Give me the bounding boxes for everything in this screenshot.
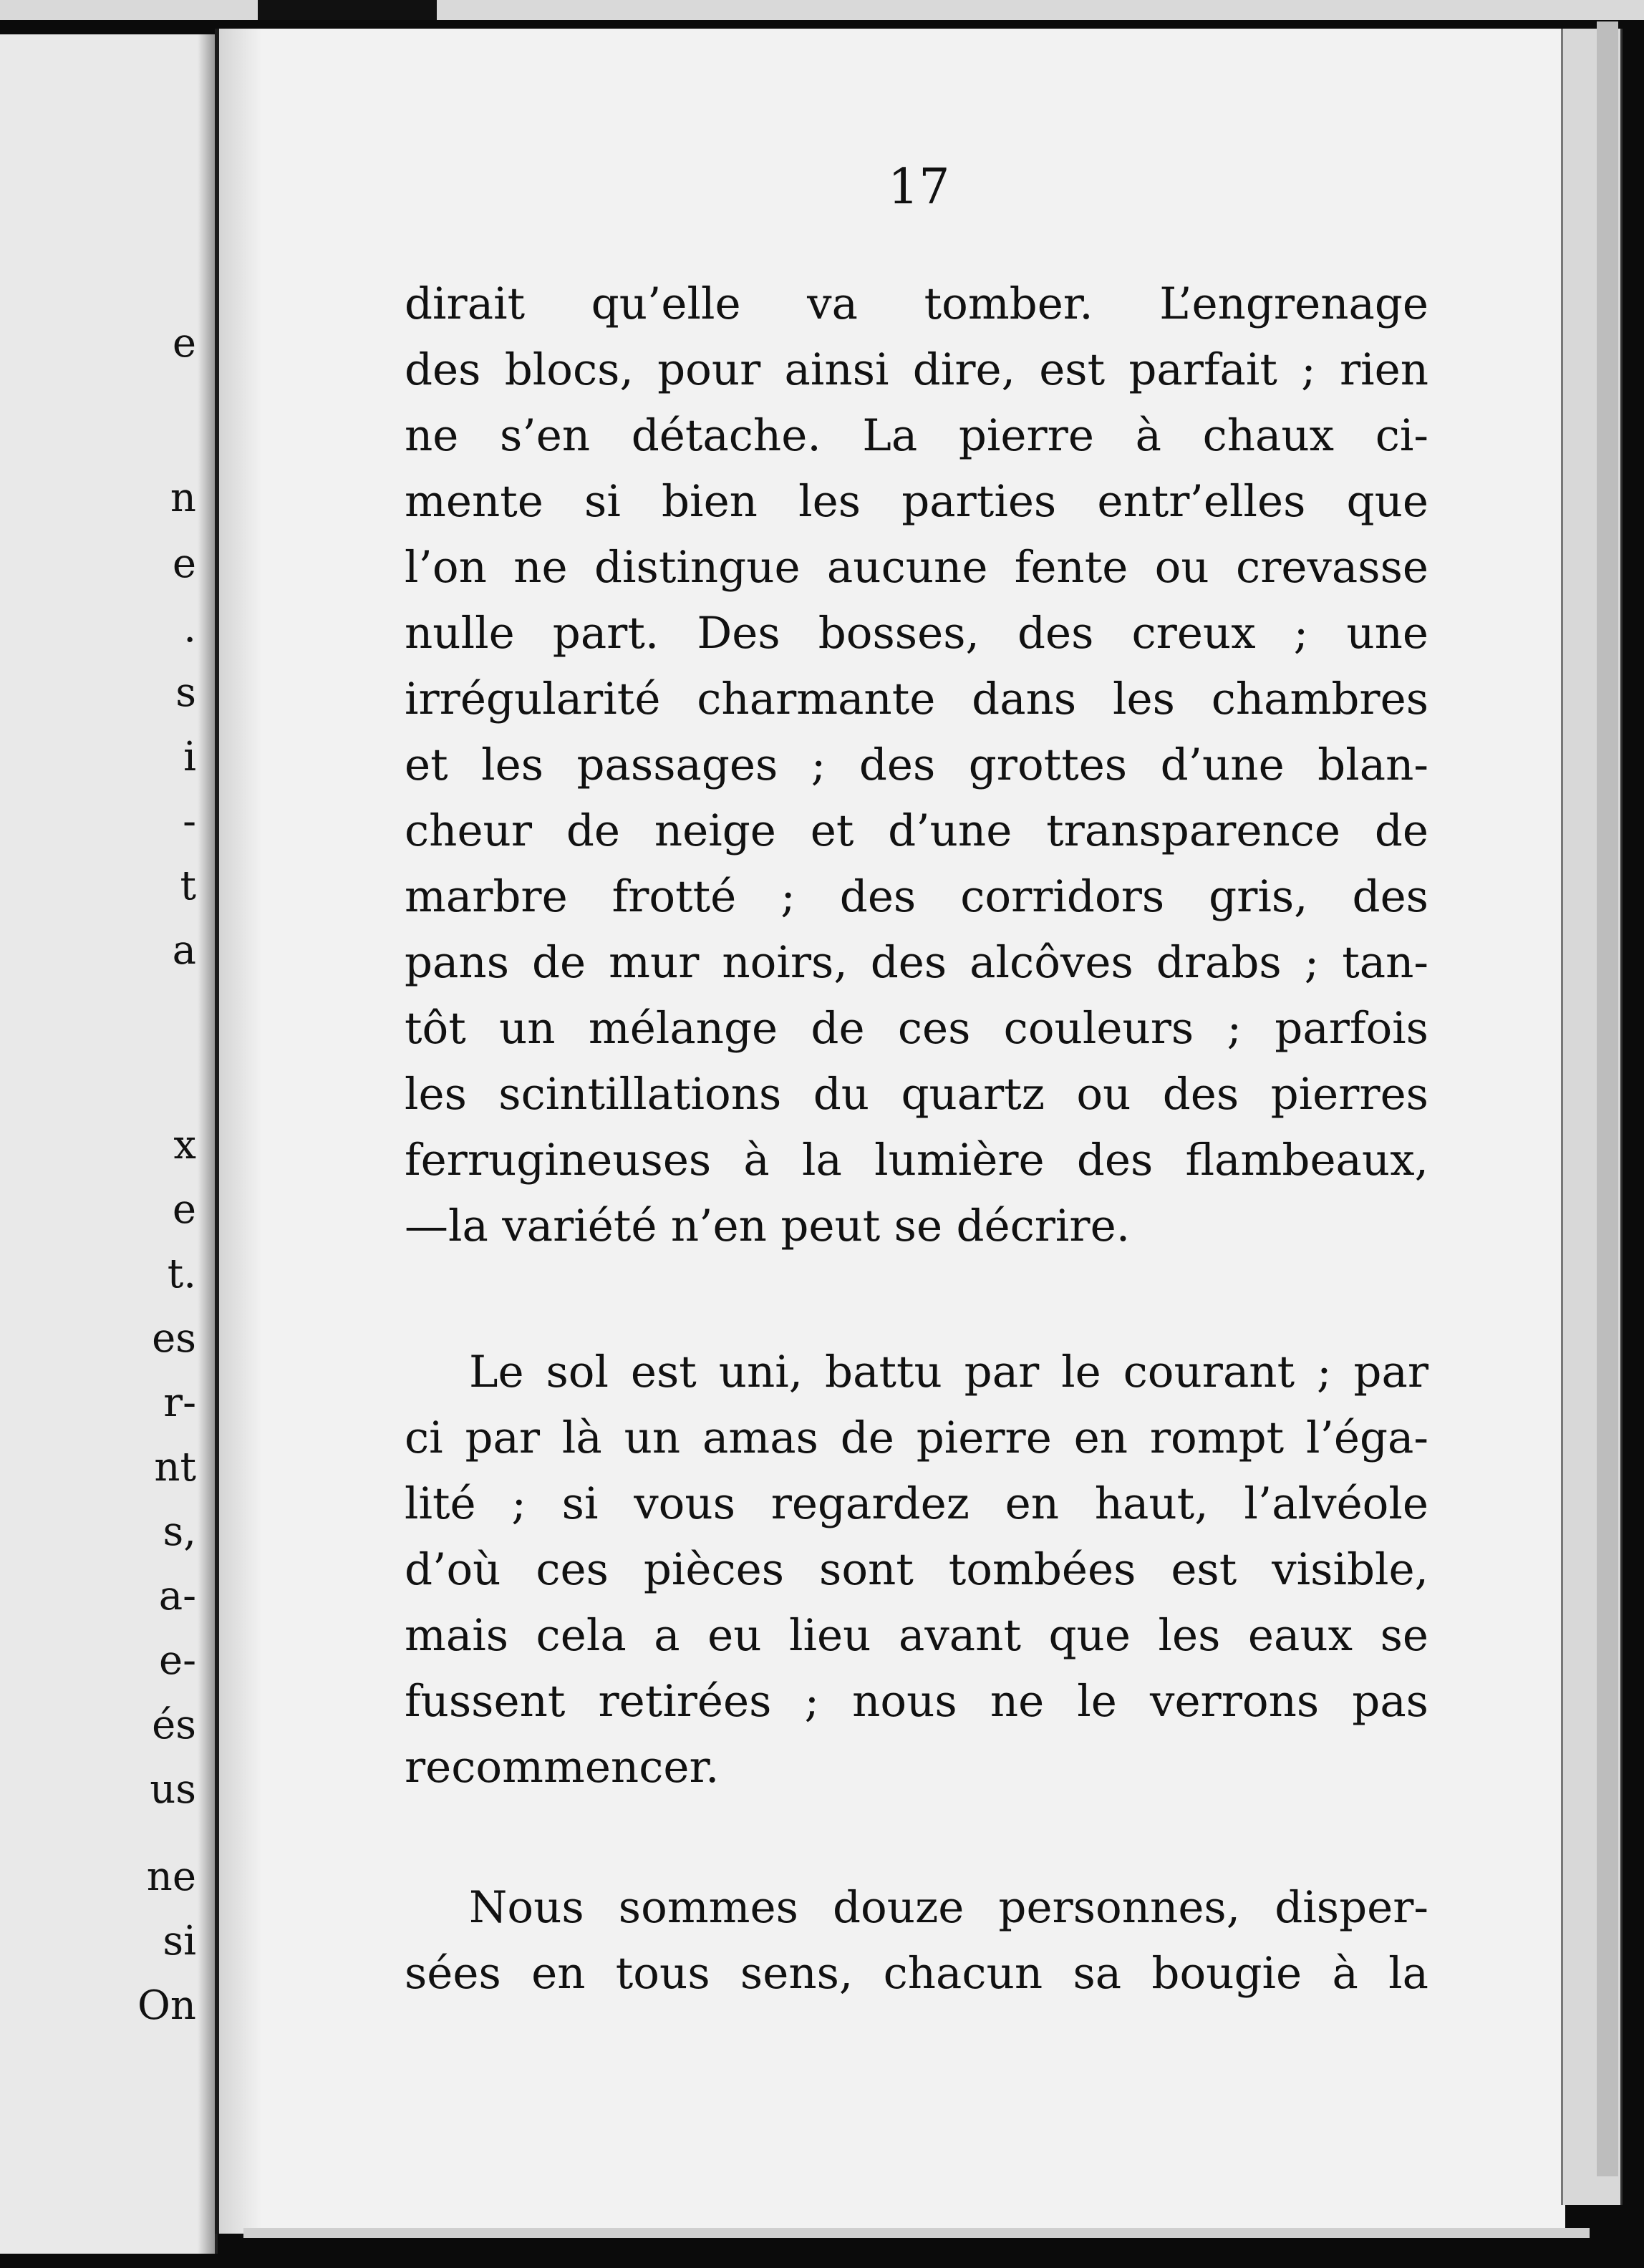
page-bottom-edge [243, 2228, 1590, 2238]
next-pages-edge-outer [1597, 21, 1618, 2176]
text-line: cheur de neige et d’une transparence de [405, 805, 1428, 856]
text-line: sées en tous sens, chacun sa bougie à la [405, 1948, 1428, 1999]
text-line: les scintillations du quartz ou des pierres [405, 1069, 1428, 1120]
top-strip-dark-gap [258, 0, 437, 20]
text-line: ci par là un amas de pierre en rompt l’éga- [405, 1412, 1428, 1463]
left-fragment: r- [163, 1380, 196, 1426]
text-line: Nous sommes douze personnes, disper- [469, 1882, 1428, 1933]
left-fragment: es [152, 1315, 196, 1362]
text-line: l’on ne distingue aucune fente ou crevasse [405, 542, 1428, 593]
left-fragment: . [183, 605, 196, 651]
previous-page-edge [0, 34, 218, 2254]
left-fragment: - [183, 798, 196, 845]
text-line: —la variété n’en peut se décrire. [405, 1201, 1131, 1251]
left-fragment: s [175, 669, 196, 716]
text-line: dirait qu’elle va tomber. L’engrenage [405, 278, 1428, 329]
left-fragment: On [137, 1982, 196, 2029]
text-line: mais cela a eu lieu avant que les eaux se [405, 1610, 1428, 1661]
text-line: ne s’en détache. La pierre à chaux ci- [405, 410, 1428, 461]
text-line: recommencer. [405, 1742, 720, 1793]
top-scan-strip [0, 0, 1644, 20]
text-line: pans de mur noirs, des alcôves drabs ; tan- [405, 937, 1428, 988]
text-line: fussent retirées ; nous ne le verrons pas [405, 1676, 1428, 1727]
page-inner-shade [219, 29, 262, 2234]
text-line: nulle part. Des bosses, des creux ; une [405, 608, 1428, 659]
left-fragment: a- [158, 1573, 196, 1619]
text-line: lité ; si vous regardez en haut, l’alvéole [405, 1478, 1428, 1529]
left-fragment: i [183, 734, 196, 780]
text-line: Le sol est uni, battu par le courant ; par [469, 1347, 1428, 1397]
left-fragment: ne [146, 1853, 196, 1900]
text-line: mente si bien les parties entr’elles que [405, 476, 1428, 527]
text-line: d’où ces pièces sont tombées est visible, [405, 1544, 1428, 1595]
left-fragment: és [152, 1702, 196, 1748]
left-fragment: x [173, 1122, 196, 1168]
left-fragment: us [150, 1766, 196, 1813]
page-number: 17 [888, 159, 950, 215]
left-fragment: nt [154, 1444, 196, 1491]
left-fragment: e [172, 1186, 196, 1233]
text-line: des blocs, pour ainsi dire, est parfait ; rien [405, 344, 1428, 395]
text-line: ferrugineuses à la lumière des flambeaux, [405, 1135, 1428, 1186]
gutter-shadow [198, 34, 215, 2254]
left-fragment: e [172, 541, 196, 587]
left-fragment: e- [158, 1637, 196, 1684]
text-line: tôt un mélange de ces couleurs ; parfois [405, 1003, 1428, 1054]
left-fragment: t [180, 863, 196, 909]
left-fragment: e [172, 320, 196, 367]
left-fragment: a [172, 927, 196, 974]
left-fragment: s, [163, 1508, 196, 1555]
left-fragment: si [163, 1918, 196, 1964]
left-fragment: t. [167, 1251, 196, 1297]
text-line: et les passages ; des grottes d’une blan- [405, 740, 1428, 790]
left-fragment: n [170, 475, 196, 521]
text-line: irrégularité charmante dans les chambres [405, 674, 1428, 724]
text-line: marbre frotté ; des corridors gris, des [405, 871, 1428, 922]
